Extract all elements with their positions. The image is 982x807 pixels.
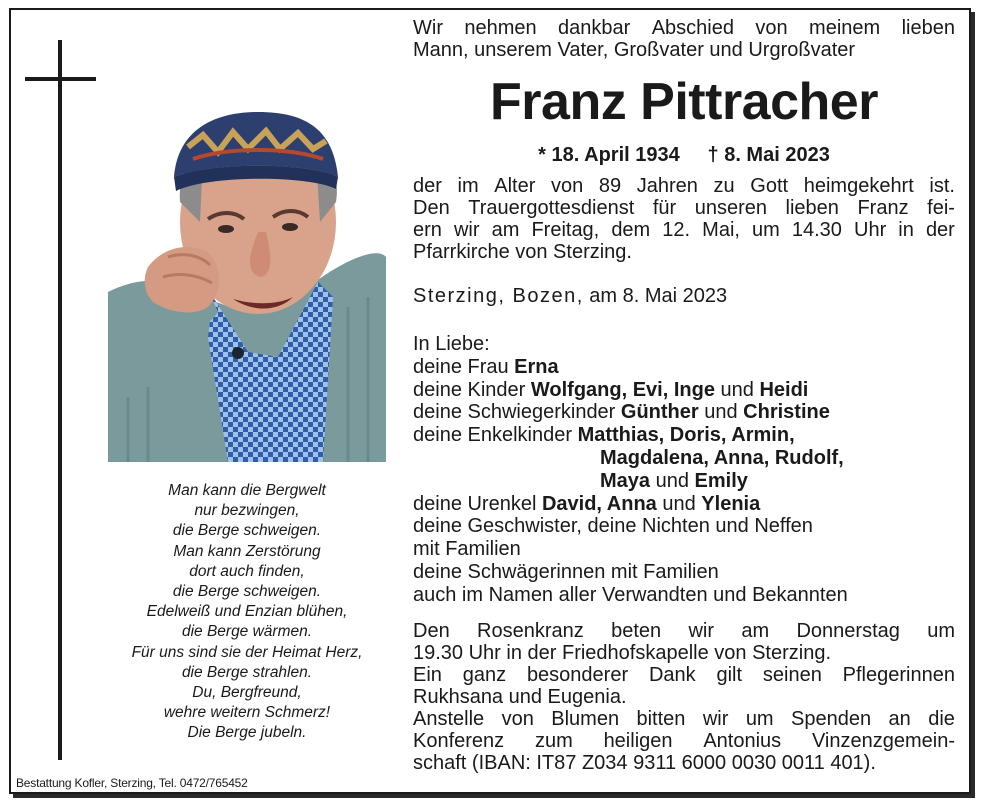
poem-line: die Berge wärmen. [181, 623, 313, 641]
word: Freitag, [531, 219, 600, 241]
mourners-relatives: auch im Namen aller Verwandten und Bekannten [413, 583, 848, 606]
word: heimgekehrt [803, 175, 914, 197]
word: ganz [462, 664, 507, 686]
word: 12. [662, 219, 691, 241]
word: der [413, 175, 442, 197]
mourners-grandchildren-3: Maya und Emily [600, 469, 748, 492]
word: Dank [648, 664, 696, 686]
poem-line: Man kann Zerstörung [173, 542, 321, 560]
poem-line: die Berge strahlen. [181, 663, 313, 681]
word: nehmen [464, 17, 537, 39]
poem-line: Man kann die Bergwelt [168, 482, 326, 499]
word: Uhr [854, 219, 887, 241]
place-names: Sterzing, Bozen, [413, 285, 584, 307]
closing-line-5 [413, 708, 955, 730]
poem-line: dort auch finden, [189, 562, 305, 580]
poem-line: Edelweiß und Enzian blühen, [146, 603, 348, 621]
body-line-4: Pfarrkirche von Sterzing. [413, 241, 632, 263]
word: Pflegerinnen [842, 664, 955, 686]
word: um [745, 708, 774, 730]
word: von [501, 708, 534, 730]
mourners-grandchildren: deine Enkelkinder Matthias, Doris, Armin, [413, 424, 795, 447]
word: Jahren [636, 175, 698, 197]
place-and-date [413, 285, 955, 307]
poem-line: Die Berge jubeln. [187, 724, 307, 742]
word: fei- [927, 197, 955, 219]
word: Den [413, 197, 450, 219]
funeral-home-footer: Bestattung Kofler, Sterzing, Tel. 0472/765452 [16, 776, 248, 790]
word: zum [534, 730, 573, 752]
poem-line: die Berge schweigen. [172, 522, 322, 540]
word: gilt [716, 664, 743, 686]
word: ern [413, 219, 442, 241]
mourners-children: deine Kinder Wolfgang, Evi, Inge und Heidi [413, 378, 809, 401]
closing-line-6 [413, 730, 955, 752]
word: Donnerstag [796, 620, 900, 642]
word: besonderer [526, 664, 629, 686]
mourners-siblings: deine Geschwister, deine Nichten und Neffen [413, 515, 813, 538]
word: wir [702, 708, 729, 730]
word: Antonius [703, 730, 782, 752]
portrait-photo [108, 107, 386, 462]
word: an [888, 708, 911, 730]
word: für [652, 197, 677, 219]
word: am [491, 219, 520, 241]
word: heiligen [603, 730, 673, 752]
poem-line: nur bezwingen, [194, 502, 300, 520]
word: Vinzenzgemein- [811, 730, 955, 752]
poem-line: die Berge schweigen. [172, 583, 322, 601]
closing-notes [413, 620, 955, 774]
life-dates: * 18. April 1934 † 8. Mai 2023 [538, 144, 830, 166]
word: 89 [598, 175, 622, 197]
poem-line: Für uns sind sie der Heimat Herz, [131, 643, 363, 661]
word: meinem [809, 17, 881, 39]
intro-text [413, 17, 955, 61]
closing-line-2: 19.30 Uhr in der Friedhofskapelle von Sterzing. [413, 642, 832, 664]
word: Anstelle [413, 708, 485, 730]
closing-line-4: Rukhsana und Eugenia. [413, 686, 627, 708]
body-line-3 [413, 219, 955, 241]
word: Gott [750, 175, 789, 197]
intro-line-2: Mann, unserem Vater, Großvater und Urgroßvater [413, 39, 856, 61]
word: um [927, 620, 955, 642]
word: seinen [762, 664, 822, 686]
word: beten [611, 620, 662, 642]
intro-line-1 [413, 17, 955, 39]
mourners-heading: In Liebe: [413, 333, 490, 355]
word: Spenden [791, 708, 872, 730]
word: in [898, 219, 914, 241]
closing-line-1 [413, 620, 955, 642]
closing-line-7: schaft (IBAN: IT87 Z034 9311 6000 0030 0011 401). [413, 752, 876, 774]
poem [108, 481, 386, 744]
word: wir [688, 620, 715, 642]
word: Blumen [551, 708, 620, 730]
word: zu [713, 175, 735, 197]
word: Franz [857, 197, 909, 219]
word: dankbar [558, 17, 631, 39]
deceased-name: Franz Pittracher [490, 73, 878, 131]
word: um [752, 219, 780, 241]
word: von [551, 175, 584, 197]
word: 14.30 [791, 219, 842, 241]
poem-line: Du, Bergfreund, [192, 684, 302, 702]
word: Ein [413, 664, 442, 686]
mourners-children-in-law: deine Schwiegerkinder Günther und Christine [413, 401, 830, 424]
word: wir [453, 219, 480, 241]
word: lieben [785, 197, 839, 219]
mourners-list [413, 333, 955, 607]
word: Trauergottesdienst [468, 197, 635, 219]
cross-vertical-bar [58, 40, 62, 760]
mourners-sisters-in-law: deine Schwägerinnen mit Familien [413, 560, 719, 583]
mourners-grandchildren-2: Magdalena, Anna, Rudolf, [600, 446, 844, 469]
word: unseren [694, 197, 767, 219]
cross-horizontal-bar [25, 77, 96, 81]
word: von [755, 17, 788, 39]
word: der [925, 219, 955, 241]
closing-line-3 [413, 664, 955, 686]
word: Wir [413, 17, 443, 39]
mourners-great-grandchildren: deine Urenkel David, Anna und Ylenia [413, 492, 761, 515]
word: dem [611, 219, 651, 241]
poem-line: wehre weitern Schmerz! [163, 704, 331, 722]
body-line-1 [413, 175, 955, 197]
word: im [457, 175, 479, 197]
body-line-2 [413, 197, 955, 219]
death-announcement [413, 175, 955, 263]
word: die [928, 708, 955, 730]
word: ist. [929, 175, 955, 197]
word: Alter [494, 175, 536, 197]
word: Den [413, 620, 450, 642]
mourners-wife: deine Frau Erna [413, 355, 559, 378]
word: Mai, [702, 219, 740, 241]
word: bitten [636, 708, 686, 730]
word: Abschied [651, 17, 734, 39]
mourners-siblings-families: mit Familien [413, 538, 521, 561]
word: Konferenz [413, 730, 505, 752]
word: lieben [901, 17, 955, 39]
word: Rosenkranz [477, 620, 584, 642]
announcement-date: am 8. Mai 2023 [583, 285, 728, 307]
word: am [741, 620, 770, 642]
